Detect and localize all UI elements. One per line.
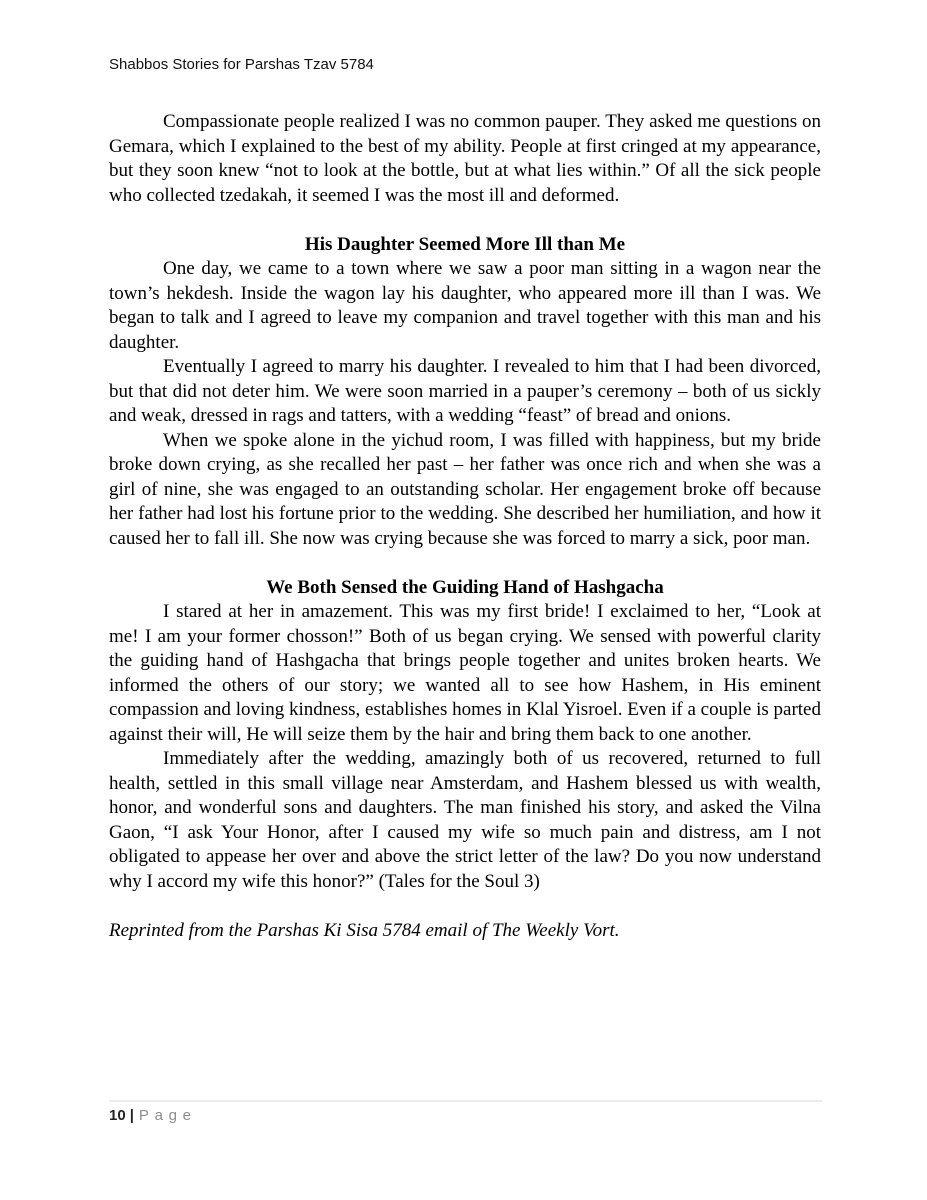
page-number: 10 <box>109 1107 126 1124</box>
running-header <box>109 56 374 74</box>
paragraph: Immediately after the wedding, amazingly both of us recovered, returned to full health, settled in this small village near Amsterdam, and Hashem blessed us with wealth, honor, and wonderful sons and daughters. The man finished his story, and asked the Vilna Gaon, “I ask Your Honor, after I caused my wife so much pain and distress, am I not obligated to appease her over and above the strict letter of the law? Do you now understand why I accord my wife this honor?” (Tales for the Soul 3) <box>109 748 821 892</box>
footer-separator: | <box>129 1107 134 1124</box>
paragraph: I stared at her in amazement. This was my first bride! I exclaimed to her, “Look at me! I am your former chosson!” Both of us began crying. We sensed with powerful clarity the guiding hand of Hashgacha that brings people together and unites broken hearts. We informed the others of our story; we wanted all to see how Hashem, in His eminent compassion and loving kindness, establishes homes in Klal Yisroel. Even if a couple is parted against their will, He will seize them by the hair and bring them back to one another. <box>109 601 821 745</box>
running-header-text: Shabbos Stories for Parshas Tzav 5784 <box>109 56 374 73</box>
footer-divider <box>109 1100 822 1102</box>
document-body <box>109 110 821 943</box>
section-heading: His Daughter Seemed More Ill than Me <box>304 233 626 255</box>
footer-page-label: Page <box>138 1107 197 1124</box>
paragraph: Compassionate people realized I was no common pauper. They asked me questions on Gemara, which I explained to the best of my ability. People at first cringed at my appearance, but they soon knew “not to look at the bottle, but at what lies within.” Of all the sick people who collected tzedakah, it seemed I was the most ill and deformed. <box>109 111 821 206</box>
paragraph: Eventually I agreed to marry his daughter. I revealed to him that I had been divorced, but that did not deter him. We were soon married in a pauper’s ceremony – both of us sickly and weak, dressed in rags and tatters, with a wedding “feast” of bread and onions. <box>109 356 821 426</box>
paragraph: One day, we came to a town where we saw a poor man sitting in a wagon near the town’s hekdesh. Inside the wagon lay his daughter, who appeared more ill than I was. We began to talk and I agreed to leave my companion and travel together with this man and his daughter. <box>109 258 821 353</box>
paragraph: When we spoke alone in the yichud room, I was filled with happiness, but my bride broke down crying, as she recalled her past – her father was once rich and when she was a girl of nine, she was engaged to an outstanding scholar. Her engagement broke off because her father had lost his fortune prior to the wedding. She described her humiliation, and how it caused her to fall ill. She now was crying because she was forced to marry a sick, poor man. <box>109 429 821 549</box>
reprint-note: Reprinted from the Parshas Ki Sisa 5784 email of The Weekly Vort. <box>109 919 620 941</box>
page-footer <box>109 1107 197 1125</box>
section-heading: We Both Sensed the Guiding Hand of Hashgacha <box>266 576 664 598</box>
